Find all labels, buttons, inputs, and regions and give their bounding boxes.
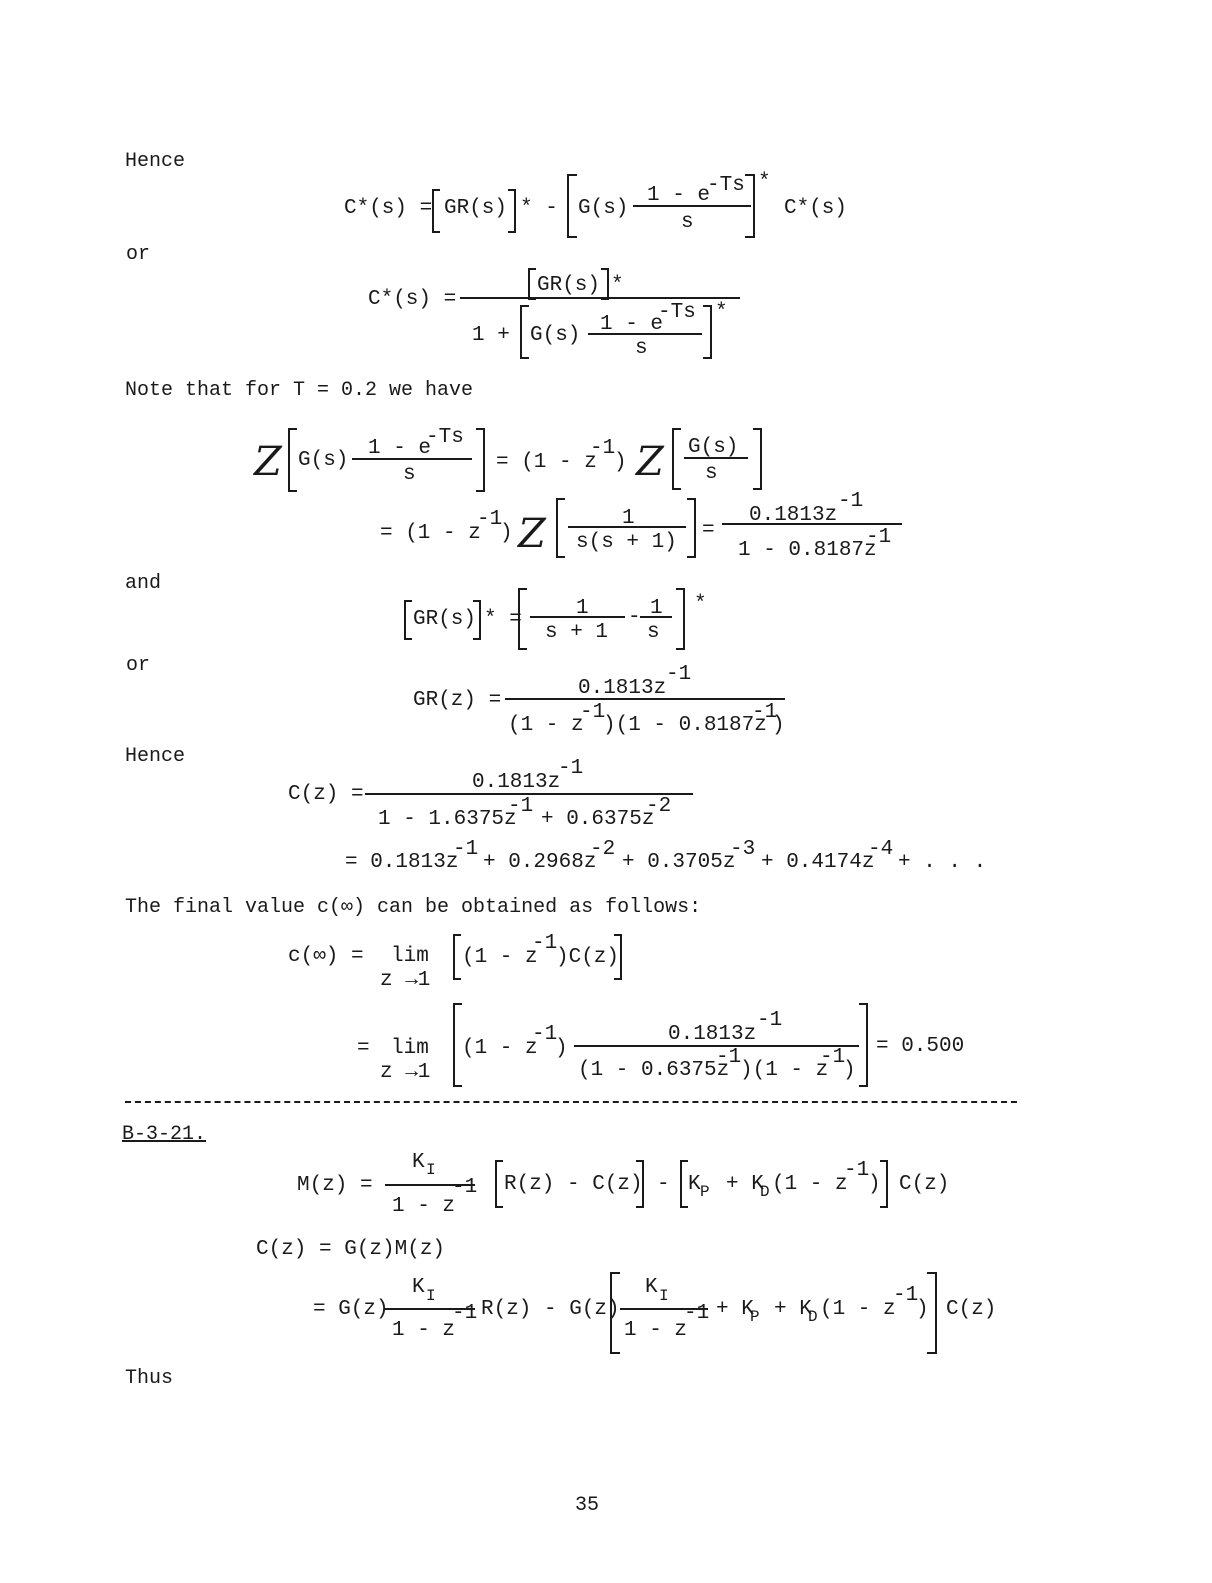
eq11-num-sub: I: [426, 1161, 436, 1179]
eq1-star: *: [758, 171, 771, 194]
eq10-den-b: )(1 - z: [740, 1059, 829, 1082]
eq2-num: GR(s): [537, 274, 601, 297]
eq2-bracket-right: [703, 305, 712, 359]
eq6-den-b-sup: -1: [752, 701, 778, 724]
eq6-den-b: )(1 - 0.8187z: [603, 714, 767, 737]
label-or-2: or: [126, 654, 151, 677]
eq5-bracket2-right: [676, 588, 685, 650]
eq7-num-sup: -1: [558, 757, 584, 780]
eq13-bracket-left: [610, 1272, 620, 1354]
label-or: or: [126, 243, 151, 266]
eq3-gs: G(s): [298, 449, 349, 472]
eq3-fraction-bar-2: [684, 457, 748, 459]
eq4-num: 1: [622, 507, 635, 530]
label-note: Note that for T = 0.2 we have: [125, 379, 474, 402]
eq4-fraction-bar: [568, 526, 686, 528]
eq11-num: K: [412, 1151, 425, 1174]
eq6-num: 0.1813z: [578, 677, 667, 700]
eq4-pre-sup: -1: [477, 508, 503, 531]
eq10-num-sup: -1: [757, 1009, 783, 1032]
eq13-num: K: [412, 1276, 425, 1299]
eq2-num-bracket-left: [528, 268, 536, 300]
eq5-bracket2-left: [518, 588, 527, 650]
eq10-den-c: ): [843, 1059, 856, 1082]
eq1-lhs: C*(s) =: [344, 197, 433, 220]
eq8-s3: -3: [730, 838, 756, 861]
eq4-bracket-left: [556, 498, 565, 558]
eq8-t4: + 0.4174z: [761, 851, 875, 874]
eq13-mid: R(z) - G(z): [481, 1298, 620, 1321]
eq11-den-sup: -1: [452, 1176, 478, 1199]
eq11-b2a-sub: P: [700, 1183, 710, 1201]
eq2-fraction-bar: [460, 297, 740, 299]
eq13-den-sup: -1: [452, 1302, 478, 1325]
eq5-fraction-bar-1: [530, 616, 625, 618]
eq3-mid-close: ): [614, 451, 627, 474]
eq2-gs: G(s): [530, 324, 581, 347]
eq8-t2: + 0.2968z: [483, 851, 597, 874]
eq1-num: 1 - e: [647, 184, 711, 207]
eq2-inner-fraction-bar: [588, 333, 702, 335]
z-transform-icon-3: Z: [518, 511, 546, 557]
eq3-gs2: G(s): [688, 436, 739, 459]
eq5-gr: GR(s): [413, 608, 477, 631]
eq7-den-b: + 0.6375z: [541, 808, 655, 831]
eq9-body-close: )C(z): [556, 946, 620, 969]
eq13-iden: 1 - z: [624, 1319, 688, 1342]
eq7-den-a-sup: -1: [508, 795, 534, 818]
eq11-b2d: ): [868, 1173, 881, 1196]
eq4-rfraction-bar: [722, 523, 902, 525]
eq10-den-b-sup: -1: [820, 1046, 846, 1069]
eq13-kd-close: ): [916, 1298, 929, 1321]
eq5-minus: -: [628, 606, 641, 629]
eq11-b2b-sub: D: [760, 1183, 770, 1201]
eq13-kd-sub: D: [808, 1308, 818, 1326]
eq1-gr: GR(s): [444, 197, 508, 220]
eq10-eq: =: [357, 1037, 370, 1060]
eq8-s4: -4: [868, 838, 894, 861]
eq10-pre-sup: -1: [532, 1023, 558, 1046]
eq13-den: 1 - z: [392, 1319, 456, 1342]
eq9-lim: lim: [391, 945, 429, 968]
eq6-den-c: ): [772, 714, 785, 737]
eq13-iden-sup: -1: [684, 1302, 710, 1325]
eq8-t3: + 0.3705z: [622, 851, 736, 874]
eq2-den-pre: 1 +: [472, 324, 510, 347]
eq8-s1: -1: [453, 838, 479, 861]
eq1-den: s: [681, 211, 694, 234]
eq13-kd-sup: -1: [893, 1284, 919, 1307]
eq1-bracket2-right: [745, 174, 755, 238]
eq13-inum: K: [645, 1276, 658, 1299]
eq1-tail: C*(s): [784, 197, 848, 220]
eq4-bracket-right: [687, 498, 696, 558]
eq5-star: *: [694, 593, 707, 616]
eq10-bracket-left: [453, 1003, 462, 1087]
eq3-den: s: [403, 463, 416, 486]
eq4-pre-close: ): [500, 522, 513, 545]
label-and: and: [125, 572, 162, 595]
eq10-bracket-right: [859, 1003, 868, 1087]
eq2-num-bracket-right: [601, 268, 609, 300]
eq4-rnum: 0.1813z: [749, 504, 838, 527]
eq10-lim: lim: [391, 1037, 429, 1060]
eq11-den: 1 - z: [392, 1195, 456, 1218]
eq2-num-star: *: [611, 274, 624, 297]
problem-number: B-3-21.: [122, 1123, 207, 1146]
eq2-inner-den: s: [635, 337, 648, 360]
section-divider: [125, 1101, 1017, 1103]
eq11-b2c-sup: -1: [844, 1159, 870, 1182]
label-thus: Thus: [125, 1367, 174, 1390]
eq4-rden-sup: -1: [866, 526, 892, 549]
eq10-den-a-sup: -1: [716, 1046, 742, 1069]
eq10-pre-close: ): [555, 1037, 568, 1060]
eq5-bracket-left: [404, 600, 412, 640]
eq4-eq: =: [702, 519, 715, 542]
eq7-lhs: C(z) =: [288, 783, 364, 806]
eq9-bracket-left: [453, 934, 461, 980]
eq5-d1: s + 1: [545, 621, 609, 644]
label-hence: Hence: [125, 150, 186, 173]
eq6-lhs: GR(z) =: [413, 689, 502, 712]
eq3-num: 1 - e: [368, 437, 432, 460]
eq7-den-b-sup: -2: [646, 795, 672, 818]
eq1-bracket-right: [508, 189, 516, 233]
eq10-num: 0.1813z: [668, 1023, 757, 1046]
eq3-bracket2-left: [672, 428, 681, 490]
eq5-n2: 1: [650, 597, 663, 620]
eq13-kd-tail: (1 - z: [820, 1298, 896, 1321]
eq11-tail: C(z): [899, 1173, 950, 1196]
eq6-num-sup: -1: [666, 663, 692, 686]
eq3-bracket2-right: [753, 428, 762, 490]
z-transform-icon-2: Z: [636, 439, 664, 485]
eq9-body-sup: -1: [532, 932, 558, 955]
eq1-bracket-left: [432, 189, 440, 233]
eq9-sub: z →1: [380, 969, 431, 992]
eq6-den-a-sup: -1: [580, 701, 606, 724]
eq3-mid-sup: -1: [590, 437, 616, 460]
eq4-pre: = (1 - z: [380, 522, 481, 545]
eq3-den2: s: [705, 462, 718, 485]
eq3-bracket-left: [288, 428, 297, 492]
eq3-mid: = (1 - z: [496, 451, 597, 474]
eq13-pre: = G(z): [313, 1298, 389, 1321]
eq13-kp-sub: P: [750, 1308, 760, 1326]
eq10-den-a: (1 - 0.6375z: [578, 1059, 730, 1082]
eq3-fraction-bar: [352, 458, 472, 460]
eq13-kd: + K: [774, 1298, 812, 1321]
eq6-den-a: (1 - z: [508, 714, 584, 737]
eq1-fraction-bar: [633, 205, 751, 207]
eq11-lhs: M(z) =: [297, 1174, 373, 1197]
eq13-bracket-right: [927, 1272, 937, 1354]
eq8-t5: + . . .: [898, 851, 987, 874]
eq11-b2b: + K: [726, 1173, 764, 1196]
eq5-star-eq: * =: [484, 608, 522, 631]
eq9-bracket-right: [614, 934, 622, 980]
eq6-fraction-bar: [505, 698, 785, 700]
eq13-inum-sub: I: [659, 1287, 669, 1305]
eq11-bracket2-left: [680, 1160, 688, 1208]
eq5-bracket-right: [473, 600, 481, 640]
eq10-result: = 0.500: [876, 1035, 965, 1058]
eq4-rnum-sup: -1: [838, 490, 864, 513]
page-number: 35: [575, 1494, 600, 1517]
eq5-n1: 1: [576, 597, 589, 620]
eq3-num-sup: -Ts: [426, 426, 464, 449]
eq5-fraction-bar-2: [640, 616, 672, 618]
eq13-tail: C(z): [946, 1298, 997, 1321]
eq11-minus: -: [657, 1173, 670, 1196]
z-transform-icon: Z: [254, 439, 282, 485]
eq1-star-minus: * -: [520, 197, 558, 220]
eq10-pre: (1 - z: [462, 1037, 538, 1060]
eq11-b1: R(z) - C(z): [504, 1173, 643, 1196]
equation-12: C(z) = G(z)M(z): [256, 1238, 446, 1261]
eq1-bracket2-left: [567, 174, 577, 238]
eq7-den-a: 1 - 1.6375z: [378, 808, 517, 831]
eq2-lhs: C*(s) =: [368, 288, 457, 311]
eq11-bracket-left: [495, 1160, 503, 1208]
eq3-bracket-right: [476, 428, 485, 492]
eq11-b2a: K: [688, 1173, 701, 1196]
eq9-body: (1 - z: [462, 946, 538, 969]
eq2-inner-sup: -Ts: [658, 301, 696, 324]
eq4-den: s(s + 1): [576, 531, 677, 554]
eq2-inner-num: 1 - e: [600, 313, 664, 336]
eq1-num-sup: -Ts: [707, 174, 745, 197]
eq4-rden: 1 - 0.8187z: [738, 539, 877, 562]
eq2-bracket-left: [520, 305, 529, 359]
eq5-d2: s: [647, 621, 660, 644]
eq8-t1: = 0.1813z: [345, 851, 459, 874]
eq9-lhs: c(∞) =: [288, 945, 364, 968]
eq10-sub: z →1: [380, 1061, 431, 1084]
eq1-gs: G(s): [578, 197, 629, 220]
label-final-value: The final value c(∞) can be obtained as follows:: [125, 896, 702, 919]
eq11-bracket2-right: [880, 1160, 888, 1208]
eq13-num-sub: I: [426, 1287, 436, 1305]
eq11-bracket-right: [636, 1160, 644, 1208]
eq11-b2c: (1 - z: [772, 1173, 848, 1196]
eq2-star: *: [715, 301, 728, 324]
label-hence-2: Hence: [125, 745, 186, 768]
eq7-num: 0.1813z: [472, 771, 561, 794]
eq13-kp: + K: [716, 1298, 754, 1321]
eq8-s2: -2: [590, 838, 616, 861]
